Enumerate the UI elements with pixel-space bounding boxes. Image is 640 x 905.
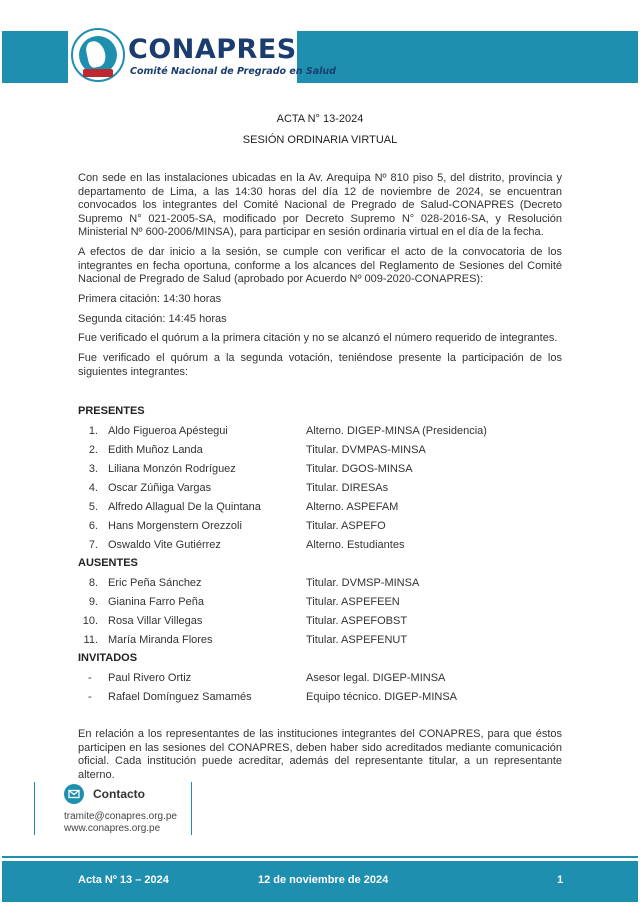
absentee-row: 11. María Miranda Flores Titular. ASPEFENUT [83, 634, 408, 646]
contact-email[interactable]: tramite@conapres.org.pe [64, 811, 177, 822]
contact-title: Contacto [93, 787, 145, 801]
attendee-row: 6. Hans Morgenstern Orezzoli Titular. ASPEFO [88, 520, 386, 532]
header-bar-left [2, 31, 68, 83]
contact-divider-right [191, 782, 192, 835]
segunda-citacion: Segunda citación: 14:45 horas [78, 313, 227, 325]
attendee-row: 4. Oscar Zúñiga Vargas Titular. DIRESAs [88, 482, 389, 494]
presentes-heading: PRESENTES [78, 405, 145, 417]
convocatoria-paragraph: A efectos de dar inicio a la sesión, se cumple con verificar el acto de la convocatoria de los integrantes en fecha oportuna, conforme a los alcances del Reglamento de Sesiones del Comité Nacional de Pregrado de Salud (aprobado por Acuerdo Nº 009-2020-CONAPRES): [78, 246, 562, 286]
guest-row: - Paul Rivero Ortiz Asesor legal. DIGEP-MINSA [88, 672, 446, 684]
intro-paragraph: Con sede en las instalaciones ubicadas en la Av. Arequipa Nº 810 piso 5, del distrito, provincia y departamento de Lima, a las 14:30 horas del día 12 de noviembre de 2024, se encuentran convocados los integrantes del Comité Nacional de Pregrado de Salud-CONAPRES (Decreto Supremo N° 021-2005-SA, modificado por Decreto Supremo N° 028-2016-SA, y Resolución Ministerial Nº 600-2006/MINSA), para participar en sesión ordinaria virtual en el día de la fecha. [78, 172, 562, 239]
contact-divider-left [34, 782, 35, 835]
quorum-segunda: Fue verificado el quórum a la segunda votación, teniéndose presente la participación de los siguientes integrantes: [78, 352, 562, 378]
brand-name: CONAPRES [128, 34, 297, 65]
quorum-primera: Fue verificado el quórum a la primera citación y no se alcanzó el número requerido de integrantes. [78, 332, 558, 344]
contact-website[interactable]: www.conapres.org.pe [64, 823, 161, 834]
invitados-heading: INVITADOS [78, 652, 138, 664]
guest-row: - Rafael Domínguez Samamés Equipo técnico. DIGEP-MINSA [88, 691, 458, 703]
document-title: ACTA N° 13-2024 [276, 113, 364, 125]
absentee-row: 10. Rosa Villar Villegas Titular. ASPEFOBST [82, 615, 408, 627]
conapres-logo-emblem [71, 28, 125, 82]
ausentes-heading: AUSENTES [78, 557, 138, 569]
header-bar-right [297, 31, 638, 83]
mail-icon [64, 784, 84, 804]
attendee-row: 7. Oswaldo Vite Gutiérrez Alterno. Estudiantes [88, 539, 405, 551]
footer-acta: Acta Nº 13 – 2024 [78, 874, 169, 886]
closing-paragraph: En relación a los representantes de las instituciones integrantes del CONAPRES, para que éstos participen en las sesiones del CONAPRES, deben haber sido acreditados mediante comunicación oficial. Cada institución puede acreditar, además del representante titular, a un representante alterno. [78, 728, 562, 781]
absentee-row: 8. Eric Peña Sánchez Titular. DVMSP-MINSA [88, 577, 420, 589]
absentee-row: 9. Gianina Farro Peña Titular. ASPEFEEN [88, 596, 400, 608]
document-subtitle: SESIÓN ORDINARIA VIRTUAL [242, 134, 398, 146]
attendee-row: 1. Aldo Figueroa Apéstegui Alterno. DIGEP-MINSA (Presidencia) [88, 425, 487, 437]
primera-citacion: Primera citación: 14:30 horas [78, 293, 222, 305]
footer-rule [2, 856, 638, 858]
attendee-row: 2. Edith Muñoz Landa Titular. DVMPAS-MINSA [88, 444, 426, 456]
page-number: 1 [557, 874, 564, 886]
footer-date: 12 de noviembre de 2024 [258, 874, 389, 886]
attendee-row: 3. Liliana Monzón Rodríguez Titular. DGOS-MINSA [88, 463, 413, 475]
attendee-row: 5. Alfredo Allagual De la Quintana Alterno. ASPEFAM [88, 501, 399, 513]
brand-subtitle: Comité Nacional de Pregrado en Salud [130, 66, 336, 77]
